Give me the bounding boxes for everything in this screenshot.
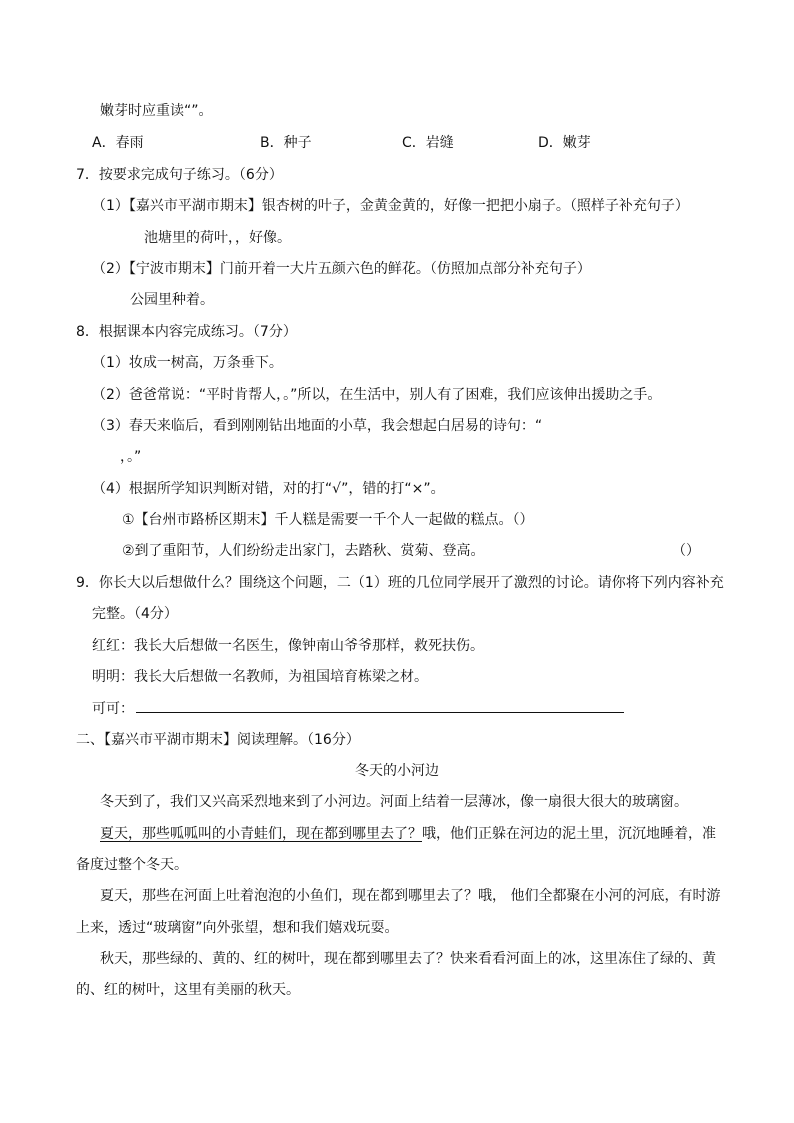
passage-para-3-b: 上来，透过“玻璃窗”向外张望，想和我们嬉戏玩耍。 (76, 920, 399, 936)
q9-keke (92, 698, 624, 719)
q8-item-4-1: ①【台州市路桥区期末】千人糕是需要一千个人一起做的糕点。（） (122, 512, 534, 528)
q9-keke-label: 可可： (92, 701, 134, 717)
q8-item-4-2: ②到了重阳节，人们纷纷走出家门，去踏秋、赏菊、登高。 (122, 543, 485, 559)
q6-option-a: A．春雨 (92, 135, 144, 151)
q7-sentence-2-answer: 公园里种着。 (130, 292, 214, 308)
q8-item-3a: （3）春天来临后，看到刚刚钻出地面的小草，我会想起白居易的诗句：“ (92, 418, 543, 434)
q8-item-1: （1）妆成一树高，万条垂下。 (92, 355, 283, 371)
q8-item-3b: ，。” (120, 449, 142, 465)
q7-title: 7．按要求完成句子练习。（6分） (76, 167, 283, 183)
q6-option-c: C．岩缝 (402, 135, 454, 151)
passage-para-2 (100, 824, 716, 844)
passage-para-4-b: 的、红的树叶，这里有美丽的秋天。 (76, 982, 300, 998)
q7-sentence-2: （2）【宁波市期末】门前开着一大片五颜六色的鲜花。（仿照加点部分补充句子） (92, 261, 591, 277)
section2-title: 二、【嘉兴市平湖市期末】阅读理解。（16分） (76, 732, 360, 748)
passage-title: 冬天的小河边 (355, 763, 439, 779)
q9-mingming: 明明：我长大后想做一名教师，为祖国培育栋梁之材。 (92, 669, 428, 685)
q9-honghong: 红红：我长大后想做一名医生，像钟南山爷爷那样，救死扶伤。 (92, 638, 484, 654)
passage-para-2-b: 备度过整个冬天。 (76, 857, 188, 873)
q9-title-b: 完整。（4分） (92, 606, 178, 622)
q6-option-b: B．种子 (260, 135, 312, 151)
q9-title-a: 9．你长大以后想做什么？围绕这个问题，二（1）班的几位同学展开了激烈的讨论。请你将下列内容补充 (76, 575, 724, 591)
q7-sentence-1: （1）【嘉兴市平湖市期末】银杏树的叶子，金黄金黄的，好像一把把小扇子。（照样子补充句子） (92, 198, 689, 214)
passage-para-4-a: 秋天，那些绿的、黄的、红的树叶，现在都到哪里去了？快来看看河面上的冰，这里冻住了绿的、黄 (100, 951, 716, 967)
q8-item-2: （2）爸爸常说：“平时肯帮人，。”所以，在生活中，别人有了困难，我们应该伸出援助之手。 (92, 387, 662, 403)
q6-option-d: D．嫩芽 (538, 135, 591, 151)
q8-item-4: （4）根据所学知识判断对错，对的打“√”，错的打“×”。 (92, 481, 445, 497)
q8-item-4-2-answer-paren: （） (672, 543, 700, 559)
q8-title: 8．根据课本内容完成练习。（7分） (76, 324, 297, 340)
q6-tail-text: 嫩芽时应重读“”。 (100, 103, 213, 119)
passage-para-2-underlined: 夏天，那些呱呱叫的小青蛙们，现在都到哪里去了？ (100, 826, 422, 842)
q7-sentence-1-answer: 池塘里的荷叶，，好像。 (144, 230, 291, 246)
passage-para-2-rest: 哦，他们正躲在河边的泥土里，沉沉地睡着，准 (422, 826, 716, 842)
q9-keke-answer-blank[interactable] (136, 698, 624, 713)
passage-para-1: 冬天到了，我们又兴高采烈地来到了小河边。河面上结着一层薄冰，像一扇很大很大的玻璃窗。 (100, 794, 688, 810)
passage-para-3-a: 夏天，那些在河面上吐着泡泡的小鱼们，现在都到哪里去了？哦， 他们全都聚在小河的河底，有时游 (100, 888, 721, 904)
